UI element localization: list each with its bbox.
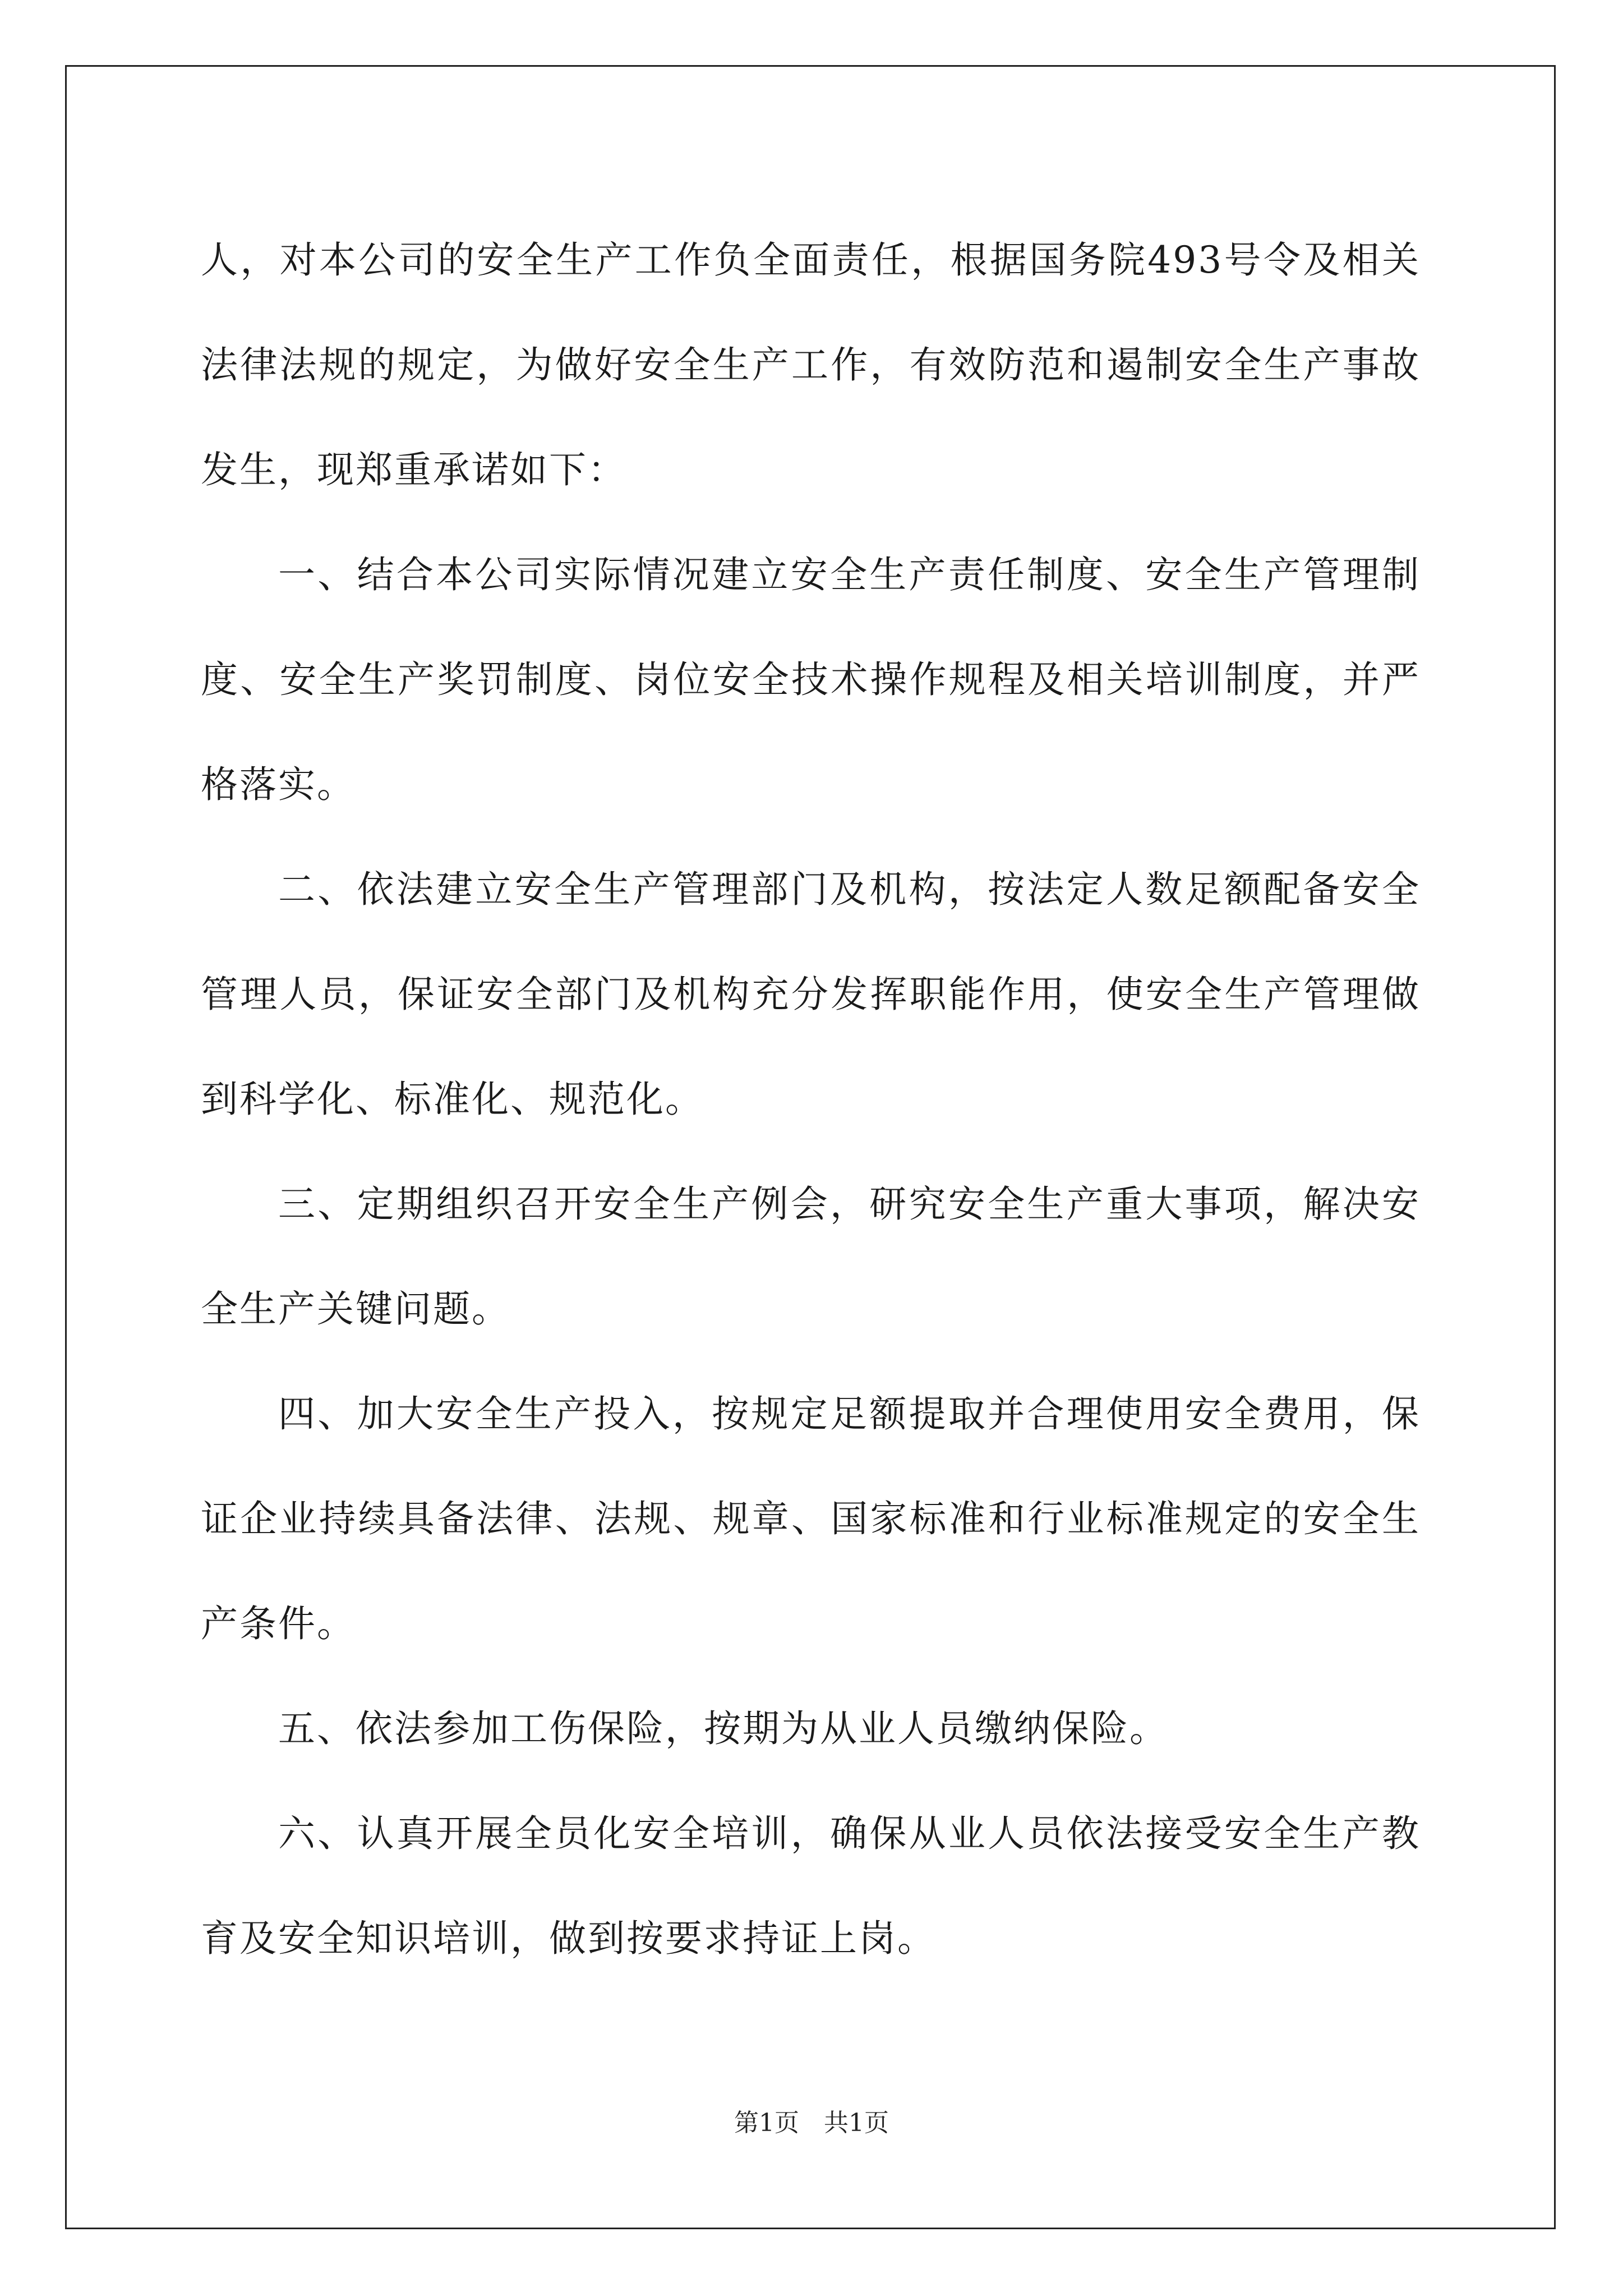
paragraph-item-1: 一、结合本公司实际情况建立安全生产责任制度、安全生产管理制度、安全生产奖罚制度、岗位安全技术操作规程及相关培训制度，并严格落实。 [201, 553, 1421, 806]
page-number-footer: 第1页 共1页 [734, 2109, 889, 2137]
document-body [201, 208, 1421, 1991]
paragraph-item-5: 五、依法参加工伤保险，按期为从业人员缴纳保险。 [278, 1707, 1168, 1750]
paragraph-item-4: 四、加大安全生产投入，按规定足额提取并合理使用安全费用，保证企业持续具备法律、法规、规章、国家标准和行业标准规定的安全生产条件。 [201, 1392, 1421, 1645]
paragraph-item-2: 二、依法建立安全生产管理部门及机构，按法定人数足额配备安全管理人员，保证安全部门及机构充分发挥职能作用，使安全生产管理做到科学化、标准化、规范化。 [201, 868, 1421, 1121]
paragraph-item-6: 六、认真开展全员化安全培训，确保从业人员依法接受安全生产教育及安全知识培训，做到按要求持证上岗。 [201, 1812, 1421, 1960]
paragraph-intro: 人，对本公司的安全生产工作负全面责任，根据国务院493号令及相关法律法规的规定，为做好安全生产工作，有效防范和遏制安全生产事故发生，现郑重承诺如下： [201, 238, 1421, 491]
paragraph-item-3: 三、定期组织召开安全生产例会，研究安全生产重大事项，解决安全生产关键问题。 [201, 1182, 1421, 1331]
